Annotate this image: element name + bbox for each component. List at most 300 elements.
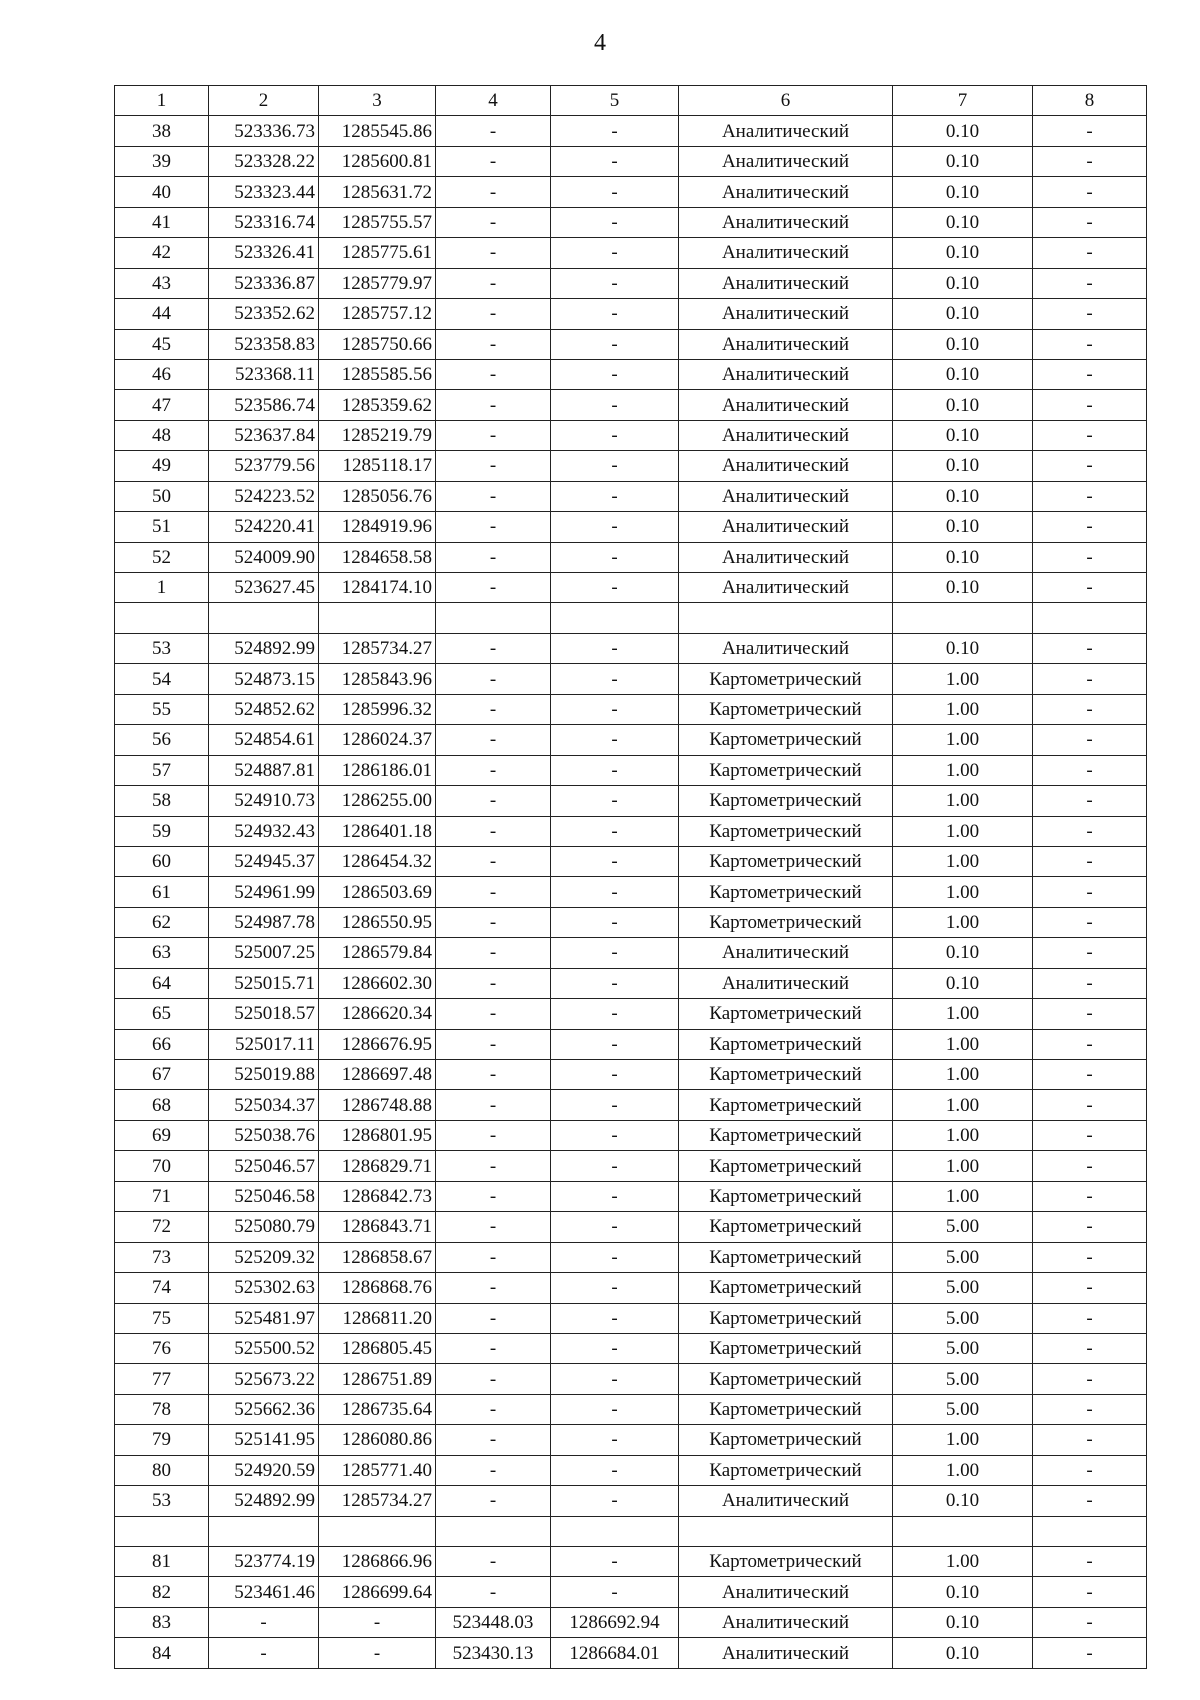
column-header-6: 6 bbox=[679, 86, 893, 116]
cell-accuracy bbox=[893, 1516, 1033, 1546]
cell-accuracy: 1.00 bbox=[893, 1029, 1033, 1059]
cell-point-number: 48 bbox=[115, 420, 209, 450]
cell-y-coordinate-alt: - bbox=[551, 1333, 679, 1363]
table-row bbox=[115, 1547, 1147, 1577]
table-body bbox=[115, 86, 1147, 1669]
cell-x-coordinate: 525038.76 bbox=[209, 1120, 319, 1150]
cell-accuracy: 0.10 bbox=[893, 116, 1033, 146]
cell-method: Картометрический bbox=[679, 1181, 893, 1211]
cell-x-coordinate-alt: - bbox=[436, 938, 551, 968]
cell-col8: - bbox=[1033, 1060, 1147, 1090]
cell-y-coordinate: 1285757.12 bbox=[319, 299, 436, 329]
table-row bbox=[115, 1425, 1147, 1455]
cell-x-coordinate-alt: - bbox=[436, 1303, 551, 1333]
cell-y-coordinate-alt: - bbox=[551, 725, 679, 755]
cell-point-number: 65 bbox=[115, 999, 209, 1029]
cell-y-coordinate: 1286751.89 bbox=[319, 1364, 436, 1394]
table-row bbox=[115, 1090, 1147, 1120]
cell-point-number: 41 bbox=[115, 207, 209, 237]
cell-y-coordinate: 1286602.30 bbox=[319, 968, 436, 998]
cell-method: Аналитический bbox=[679, 420, 893, 450]
cell-y-coordinate-alt bbox=[551, 603, 679, 633]
cell-accuracy: 5.00 bbox=[893, 1364, 1033, 1394]
cell-x-coordinate-alt: - bbox=[436, 512, 551, 542]
cell-col8 bbox=[1033, 603, 1147, 633]
cell-col8: - bbox=[1033, 268, 1147, 298]
cell-x-coordinate: 525017.11 bbox=[209, 1029, 319, 1059]
cell-point-number: 78 bbox=[115, 1394, 209, 1424]
cell-point-number: 53 bbox=[115, 1486, 209, 1516]
column-header-8: 8 bbox=[1033, 86, 1147, 116]
cell-x-coordinate: 525015.71 bbox=[209, 968, 319, 998]
cell-x-coordinate-alt: - bbox=[436, 1212, 551, 1242]
table-row bbox=[115, 420, 1147, 450]
cell-y-coordinate-alt: - bbox=[551, 877, 679, 907]
cell-y-coordinate-alt: 1286692.94 bbox=[551, 1607, 679, 1637]
cell-x-coordinate-alt: - bbox=[436, 1333, 551, 1363]
table-row bbox=[115, 359, 1147, 389]
cell-col8: - bbox=[1033, 633, 1147, 663]
table-row bbox=[115, 1638, 1147, 1668]
cell-x-coordinate-alt: - bbox=[436, 633, 551, 663]
table-row bbox=[115, 146, 1147, 176]
cell-col8: - bbox=[1033, 1212, 1147, 1242]
cell-col8: - bbox=[1033, 451, 1147, 481]
cell-point-number: 74 bbox=[115, 1273, 209, 1303]
cell-point-number: 60 bbox=[115, 846, 209, 876]
cell-point-number: 57 bbox=[115, 755, 209, 785]
cell-method: Картометрический bbox=[679, 1060, 893, 1090]
cell-x-coordinate-alt: - bbox=[436, 207, 551, 237]
cell-col8: - bbox=[1033, 938, 1147, 968]
cell-method: Аналитический bbox=[679, 1638, 893, 1668]
cell-x-coordinate-alt: - bbox=[436, 1151, 551, 1181]
cell-x-coordinate: 524932.43 bbox=[209, 816, 319, 846]
cell-x-coordinate-alt: - bbox=[436, 177, 551, 207]
cell-y-coordinate bbox=[319, 603, 436, 633]
cell-y-coordinate-alt: - bbox=[551, 1273, 679, 1303]
cell-accuracy: 0.10 bbox=[893, 1638, 1033, 1668]
cell-x-coordinate-alt: - bbox=[436, 573, 551, 603]
cell-y-coordinate-alt: - bbox=[551, 816, 679, 846]
cell-accuracy: 5.00 bbox=[893, 1273, 1033, 1303]
table-row bbox=[115, 999, 1147, 1029]
cell-accuracy: 1.00 bbox=[893, 1181, 1033, 1211]
table-row bbox=[115, 877, 1147, 907]
cell-y-coordinate: 1286805.45 bbox=[319, 1333, 436, 1363]
cell-y-coordinate: 1286024.37 bbox=[319, 725, 436, 755]
table-row bbox=[115, 329, 1147, 359]
cell-col8: - bbox=[1033, 542, 1147, 572]
cell-point-number: 1 bbox=[115, 573, 209, 603]
cell-x-coordinate-alt: - bbox=[436, 542, 551, 572]
table-row bbox=[115, 816, 1147, 846]
cell-method: Аналитический bbox=[679, 146, 893, 176]
separator-row bbox=[115, 1516, 1147, 1546]
cell-y-coordinate: 1285359.62 bbox=[319, 390, 436, 420]
cell-point-number: 77 bbox=[115, 1364, 209, 1394]
cell-y-coordinate-alt: - bbox=[551, 1120, 679, 1150]
cell-point-number: 84 bbox=[115, 1638, 209, 1668]
table-row bbox=[115, 1029, 1147, 1059]
table-row bbox=[115, 299, 1147, 329]
cell-method: Картометрический bbox=[679, 877, 893, 907]
cell-col8: - bbox=[1033, 1638, 1147, 1668]
cell-y-coordinate: 1285843.96 bbox=[319, 664, 436, 694]
cell-y-coordinate-alt: - bbox=[551, 1455, 679, 1485]
cell-col8: - bbox=[1033, 846, 1147, 876]
table-row bbox=[115, 1120, 1147, 1150]
cell-y-coordinate-alt bbox=[551, 1516, 679, 1546]
cell-x-coordinate-alt: - bbox=[436, 846, 551, 876]
table-row bbox=[115, 1455, 1147, 1485]
cell-y-coordinate-alt: - bbox=[551, 1303, 679, 1333]
cell-y-coordinate-alt: - bbox=[551, 573, 679, 603]
table-row bbox=[115, 1394, 1147, 1424]
cell-x-coordinate: 523774.19 bbox=[209, 1547, 319, 1577]
cell-point-number: 61 bbox=[115, 877, 209, 907]
cell-y-coordinate: 1285734.27 bbox=[319, 1486, 436, 1516]
column-header-7: 7 bbox=[893, 86, 1033, 116]
cell-x-coordinate-alt: - bbox=[436, 725, 551, 755]
cell-x-coordinate-alt bbox=[436, 603, 551, 633]
cell-x-coordinate: 525034.37 bbox=[209, 1090, 319, 1120]
cell-y-coordinate-alt: - bbox=[551, 207, 679, 237]
cell-col8: - bbox=[1033, 329, 1147, 359]
cell-y-coordinate-alt: - bbox=[551, 846, 679, 876]
cell-x-coordinate-alt: - bbox=[436, 1242, 551, 1272]
cell-y-coordinate: 1285118.17 bbox=[319, 451, 436, 481]
cell-y-coordinate-alt: - bbox=[551, 1394, 679, 1424]
cell-y-coordinate-alt: - bbox=[551, 268, 679, 298]
cell-x-coordinate-alt: - bbox=[436, 451, 551, 481]
cell-x-coordinate: 525007.25 bbox=[209, 938, 319, 968]
cell-accuracy: 0.10 bbox=[893, 512, 1033, 542]
cell-y-coordinate-alt: - bbox=[551, 664, 679, 694]
cell-col8: - bbox=[1033, 907, 1147, 937]
cell-x-coordinate: 525302.63 bbox=[209, 1273, 319, 1303]
cell-point-number: 50 bbox=[115, 481, 209, 511]
table-row bbox=[115, 1151, 1147, 1181]
cell-y-coordinate: 1286843.71 bbox=[319, 1212, 436, 1242]
cell-y-coordinate: - bbox=[319, 1607, 436, 1637]
cell-accuracy: 0.10 bbox=[893, 146, 1033, 176]
cell-x-coordinate: 524887.81 bbox=[209, 755, 319, 785]
cell-y-coordinate: 1284658.58 bbox=[319, 542, 436, 572]
cell-x-coordinate: 523336.87 bbox=[209, 268, 319, 298]
cell-col8: - bbox=[1033, 1303, 1147, 1333]
cell-method: Картометрический bbox=[679, 907, 893, 937]
cell-x-coordinate-alt: - bbox=[436, 329, 551, 359]
cell-method: Картометрический bbox=[679, 694, 893, 724]
cell-col8: - bbox=[1033, 299, 1147, 329]
cell-y-coordinate-alt: - bbox=[551, 1090, 679, 1120]
cell-point-number: 56 bbox=[115, 725, 209, 755]
cell-accuracy: 1.00 bbox=[893, 664, 1033, 694]
cell-point-number: 69 bbox=[115, 1120, 209, 1150]
cell-method: Аналитический bbox=[679, 1577, 893, 1607]
cell-x-coordinate-alt: - bbox=[436, 299, 551, 329]
table-row bbox=[115, 542, 1147, 572]
cell-accuracy: 0.10 bbox=[893, 177, 1033, 207]
cell-accuracy: 0.10 bbox=[893, 1577, 1033, 1607]
cell-col8: - bbox=[1033, 786, 1147, 816]
cell-y-coordinate-alt: - bbox=[551, 1212, 679, 1242]
cell-y-coordinate-alt: - bbox=[551, 1181, 679, 1211]
cell-col8: - bbox=[1033, 1425, 1147, 1455]
cell-x-coordinate: 524987.78 bbox=[209, 907, 319, 937]
cell-point-number: 49 bbox=[115, 451, 209, 481]
cell-y-coordinate-alt: - bbox=[551, 633, 679, 663]
cell-method: Аналитический bbox=[679, 329, 893, 359]
table-row bbox=[115, 846, 1147, 876]
cell-accuracy: 1.00 bbox=[893, 1455, 1033, 1485]
table-row bbox=[115, 268, 1147, 298]
cell-point-number: 55 bbox=[115, 694, 209, 724]
cell-col8: - bbox=[1033, 359, 1147, 389]
cell-x-coordinate: 524945.37 bbox=[209, 846, 319, 876]
cell-x-coordinate: 523627.45 bbox=[209, 573, 319, 603]
cell-x-coordinate: 524910.73 bbox=[209, 786, 319, 816]
cell-col8: - bbox=[1033, 1181, 1147, 1211]
cell-accuracy: 0.10 bbox=[893, 299, 1033, 329]
cell-x-coordinate-alt: - bbox=[436, 1029, 551, 1059]
table-row bbox=[115, 633, 1147, 663]
cell-x-coordinate: 524854.61 bbox=[209, 725, 319, 755]
cell-point-number: 70 bbox=[115, 1151, 209, 1181]
cell-col8: - bbox=[1033, 968, 1147, 998]
cell-accuracy: 0.10 bbox=[893, 938, 1033, 968]
cell-y-coordinate: 1286866.96 bbox=[319, 1547, 436, 1577]
cell-x-coordinate bbox=[209, 1516, 319, 1546]
cell-accuracy: 0.10 bbox=[893, 633, 1033, 663]
cell-x-coordinate-alt: - bbox=[436, 1394, 551, 1424]
cell-method: Картометрический bbox=[679, 1151, 893, 1181]
cell-point-number: 54 bbox=[115, 664, 209, 694]
table-row bbox=[115, 664, 1147, 694]
cell-x-coordinate: 525500.52 bbox=[209, 1333, 319, 1363]
cell-y-coordinate-alt: - bbox=[551, 938, 679, 968]
cell-y-coordinate: 1285996.32 bbox=[319, 694, 436, 724]
cell-y-coordinate: 1285734.27 bbox=[319, 633, 436, 663]
cell-y-coordinate: 1286699.64 bbox=[319, 1577, 436, 1607]
cell-y-coordinate-alt: - bbox=[551, 329, 679, 359]
cell-x-coordinate-alt: - bbox=[436, 1486, 551, 1516]
cell-y-coordinate: 1286454.32 bbox=[319, 846, 436, 876]
cell-point-number: 53 bbox=[115, 633, 209, 663]
cell-accuracy: 1.00 bbox=[893, 1060, 1033, 1090]
cell-accuracy: 5.00 bbox=[893, 1212, 1033, 1242]
coordinates-table bbox=[114, 85, 1147, 1669]
cell-x-coordinate-alt: - bbox=[436, 907, 551, 937]
column-header-1: 1 bbox=[115, 86, 209, 116]
cell-x-coordinate-alt: - bbox=[436, 1060, 551, 1090]
cell-y-coordinate-alt: - bbox=[551, 390, 679, 420]
table-row bbox=[115, 1607, 1147, 1637]
cell-x-coordinate: 525019.88 bbox=[209, 1060, 319, 1090]
cell-accuracy: 5.00 bbox=[893, 1333, 1033, 1363]
cell-col8: - bbox=[1033, 512, 1147, 542]
table-row bbox=[115, 451, 1147, 481]
cell-y-coordinate: 1286579.84 bbox=[319, 938, 436, 968]
cell-point-number: 45 bbox=[115, 329, 209, 359]
cell-y-coordinate-alt: - bbox=[551, 1577, 679, 1607]
cell-accuracy: 0.10 bbox=[893, 420, 1033, 450]
cell-point-number: 64 bbox=[115, 968, 209, 998]
cell-col8: - bbox=[1033, 481, 1147, 511]
cell-x-coordinate-alt: - bbox=[436, 1181, 551, 1211]
cell-point-number: 47 bbox=[115, 390, 209, 420]
cell-x-coordinate: 523328.22 bbox=[209, 146, 319, 176]
cell-y-coordinate-alt: - bbox=[551, 786, 679, 816]
cell-y-coordinate-alt: - bbox=[551, 359, 679, 389]
cell-point-number: 46 bbox=[115, 359, 209, 389]
cell-y-coordinate-alt: - bbox=[551, 116, 679, 146]
cell-x-coordinate: 525673.22 bbox=[209, 1364, 319, 1394]
cell-x-coordinate-alt: - bbox=[436, 786, 551, 816]
cell-accuracy: 0.10 bbox=[893, 390, 1033, 420]
cell-x-coordinate: 523326.41 bbox=[209, 238, 319, 268]
column-header-2: 2 bbox=[209, 86, 319, 116]
cell-method: Аналитический bbox=[679, 1607, 893, 1637]
cell-method: Картометрический bbox=[679, 1090, 893, 1120]
cell-y-coordinate: 1284174.10 bbox=[319, 573, 436, 603]
cell-y-coordinate: 1286829.71 bbox=[319, 1151, 436, 1181]
cell-col8: - bbox=[1033, 999, 1147, 1029]
cell-y-coordinate: 1285631.72 bbox=[319, 177, 436, 207]
cell-y-coordinate: 1286811.20 bbox=[319, 1303, 436, 1333]
cell-col8: - bbox=[1033, 1242, 1147, 1272]
cell-method: Аналитический bbox=[679, 299, 893, 329]
cell-point-number: 75 bbox=[115, 1303, 209, 1333]
table-row bbox=[115, 207, 1147, 237]
table-header-row bbox=[115, 86, 1147, 116]
cell-accuracy: 1.00 bbox=[893, 1120, 1033, 1150]
cell-col8: - bbox=[1033, 390, 1147, 420]
cell-x-coordinate-alt: - bbox=[436, 1120, 551, 1150]
cell-y-coordinate: 1285585.56 bbox=[319, 359, 436, 389]
table-row bbox=[115, 1242, 1147, 1272]
cell-accuracy: 1.00 bbox=[893, 725, 1033, 755]
cell-x-coordinate-alt: - bbox=[436, 816, 551, 846]
cell-method: Картометрический bbox=[679, 1547, 893, 1577]
cell-x-coordinate: 523779.56 bbox=[209, 451, 319, 481]
cell-col8: - bbox=[1033, 725, 1147, 755]
cell-y-coordinate: 1286080.86 bbox=[319, 1425, 436, 1455]
cell-col8: - bbox=[1033, 177, 1147, 207]
table-row bbox=[115, 1333, 1147, 1363]
cell-method: Аналитический bbox=[679, 390, 893, 420]
cell-accuracy: 1.00 bbox=[893, 816, 1033, 846]
table-row bbox=[115, 1273, 1147, 1303]
cell-point-number: 76 bbox=[115, 1333, 209, 1363]
separator-row bbox=[115, 603, 1147, 633]
table-row bbox=[115, 1181, 1147, 1211]
cell-y-coordinate-alt: - bbox=[551, 1029, 679, 1059]
cell-accuracy: 0.10 bbox=[893, 968, 1033, 998]
cell-x-coordinate: - bbox=[209, 1638, 319, 1668]
cell-y-coordinate: 1286620.34 bbox=[319, 999, 436, 1029]
cell-y-coordinate-alt: - bbox=[551, 1060, 679, 1090]
cell-x-coordinate: 524873.15 bbox=[209, 664, 319, 694]
cell-y-coordinate-alt: 1286684.01 bbox=[551, 1638, 679, 1668]
cell-x-coordinate-alt: 523430.13 bbox=[436, 1638, 551, 1668]
cell-accuracy: 0.10 bbox=[893, 207, 1033, 237]
cell-y-coordinate-alt: - bbox=[551, 146, 679, 176]
cell-y-coordinate: 1286186.01 bbox=[319, 755, 436, 785]
cell-x-coordinate: 524920.59 bbox=[209, 1455, 319, 1485]
cell-x-coordinate-alt: - bbox=[436, 1364, 551, 1394]
cell-x-coordinate-alt: - bbox=[436, 238, 551, 268]
cell-x-coordinate: 523352.62 bbox=[209, 299, 319, 329]
cell-accuracy: 0.10 bbox=[893, 451, 1033, 481]
cell-y-coordinate: 1286676.95 bbox=[319, 1029, 436, 1059]
cell-method: Аналитический bbox=[679, 116, 893, 146]
cell-accuracy: 0.10 bbox=[893, 268, 1033, 298]
cell-y-coordinate: 1285219.79 bbox=[319, 420, 436, 450]
cell-method: Картометрический bbox=[679, 1425, 893, 1455]
cell-x-coordinate: 524223.52 bbox=[209, 481, 319, 511]
cell-point-number: 42 bbox=[115, 238, 209, 268]
cell-y-coordinate-alt: - bbox=[551, 481, 679, 511]
cell-y-coordinate-alt: - bbox=[551, 512, 679, 542]
cell-col8: - bbox=[1033, 1547, 1147, 1577]
cell-y-coordinate-alt: - bbox=[551, 542, 679, 572]
cell-x-coordinate-alt: 523448.03 bbox=[436, 1607, 551, 1637]
cell-x-coordinate: 523586.74 bbox=[209, 390, 319, 420]
cell-accuracy: 0.10 bbox=[893, 481, 1033, 511]
table-row bbox=[115, 573, 1147, 603]
cell-col8: - bbox=[1033, 1364, 1147, 1394]
cell-y-coordinate: 1285600.81 bbox=[319, 146, 436, 176]
cell-x-coordinate: 524961.99 bbox=[209, 877, 319, 907]
cell-x-coordinate: 525209.32 bbox=[209, 1242, 319, 1272]
cell-col8: - bbox=[1033, 1486, 1147, 1516]
cell-y-coordinate: 1286697.48 bbox=[319, 1060, 436, 1090]
cell-x-coordinate-alt: - bbox=[436, 390, 551, 420]
cell-col8: - bbox=[1033, 116, 1147, 146]
cell-method: Аналитический bbox=[679, 451, 893, 481]
cell-point-number: 68 bbox=[115, 1090, 209, 1120]
cell-accuracy: 0.10 bbox=[893, 1486, 1033, 1516]
cell-x-coordinate-alt: - bbox=[436, 1425, 551, 1455]
cell-method: Картометрический bbox=[679, 664, 893, 694]
cell-method: Картометрический bbox=[679, 846, 893, 876]
cell-col8: - bbox=[1033, 1607, 1147, 1637]
cell-col8: - bbox=[1033, 1090, 1147, 1120]
cell-y-coordinate: 1284919.96 bbox=[319, 512, 436, 542]
cell-y-coordinate-alt: - bbox=[551, 907, 679, 937]
cell-y-coordinate: 1286858.67 bbox=[319, 1242, 436, 1272]
cell-accuracy: 1.00 bbox=[893, 755, 1033, 785]
cell-method: Аналитический bbox=[679, 359, 893, 389]
cell-point-number: 52 bbox=[115, 542, 209, 572]
table-row bbox=[115, 1060, 1147, 1090]
cell-x-coordinate: 524009.90 bbox=[209, 542, 319, 572]
column-header-3: 3 bbox=[319, 86, 436, 116]
cell-point-number: 59 bbox=[115, 816, 209, 846]
cell-point-number: 62 bbox=[115, 907, 209, 937]
table-row bbox=[115, 694, 1147, 724]
cell-col8: - bbox=[1033, 146, 1147, 176]
cell-method: Аналитический bbox=[679, 238, 893, 268]
cell-y-coordinate: 1286401.18 bbox=[319, 816, 436, 846]
cell-y-coordinate: 1285779.97 bbox=[319, 268, 436, 298]
cell-method: Аналитический bbox=[679, 542, 893, 572]
cell-method: Картометрический bbox=[679, 999, 893, 1029]
cell-y-coordinate: 1285750.66 bbox=[319, 329, 436, 359]
cell-col8: - bbox=[1033, 1029, 1147, 1059]
